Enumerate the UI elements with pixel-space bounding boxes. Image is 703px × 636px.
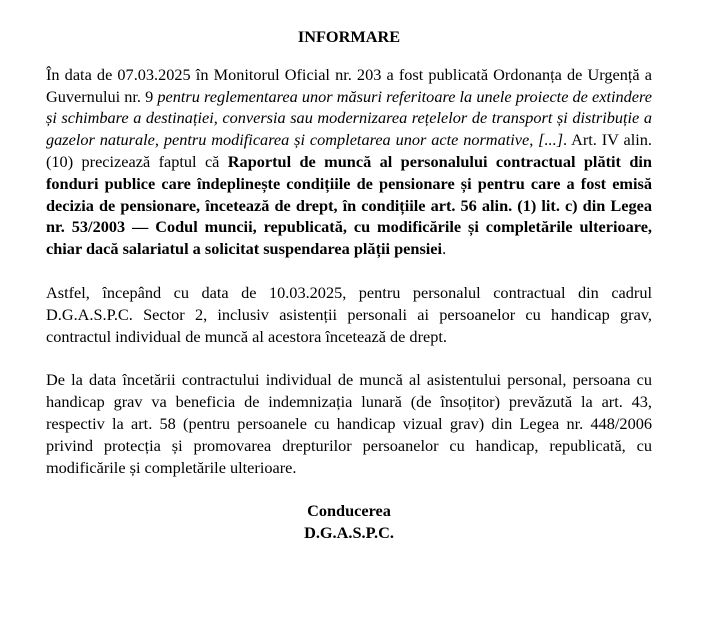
ordinance-title-italic: pentru reglementarea unor măsuri referitoare la unele proiecte de extindere și schimbare a destinației, conversia sau modernizarea rețelelor de transport și distribuție a gazelor naturale, pentru modificarea și completarea unor acte normative, [...] xyxy=(46,86,652,150)
paragraph-ordinance-intro: În data de 07.03.2025 în Monitorul Oficial nr. 203 a fost publicată Ordonanța de Urgență a Guvernului nr. 9 xyxy=(46,64,652,106)
paragraph-ordinance-middle: . Art. IV alin. (10) precizează faptul că xyxy=(46,130,652,171)
signature-line-1: Conducerea xyxy=(307,501,391,521)
signature-block xyxy=(46,500,652,544)
paragraph-ordinance xyxy=(46,64,652,260)
signature-line-2: D.G.A.S.P.C. xyxy=(304,523,394,543)
paragraph-contract-termination: Astfel, începând cu data de 10.03.2025, pentru personalul contractual din cadrul D.G.A.S.P.C. Sector 2, inclusiv asistenții personali ai persoanelor cu handicap grav, contractul individual de muncă al acestora încetează de drept. xyxy=(46,282,652,346)
document xyxy=(46,26,652,544)
paragraph-ordinance-end: . xyxy=(442,239,447,259)
paragraph-allowance: De la data încetării contractului individual de muncă al asistentului personal, persoana cu handicap grav va beneficia de indemnizația lunară (de însoțitor) prevăzută la art. 43, respectiv la art. 58 (pentru persoanele cu handicap vizual grav) din Legea nr. 448/2006 privind protecția și promovarea drepturilor persoanelor cu handicap, republicată, cu modificările și completările ulterioare. xyxy=(46,370,652,477)
document-title: INFORMARE xyxy=(297,27,401,46)
article-quote-bold: Raportul de muncă al personalului contractual plătit din fonduri publice care îndeplinește condițiile de pensionare și pentru care a fost emisă decizia de pensionare, încetează de drept, în condițiile art. 56 alin. (1) lit. c) din Legea nr. 53/2003 — Codul muncii, republicată, cu modificările și completările ulterioare, chiar dacă salariatul a solicitat suspendarea plății pensiei xyxy=(46,151,652,259)
